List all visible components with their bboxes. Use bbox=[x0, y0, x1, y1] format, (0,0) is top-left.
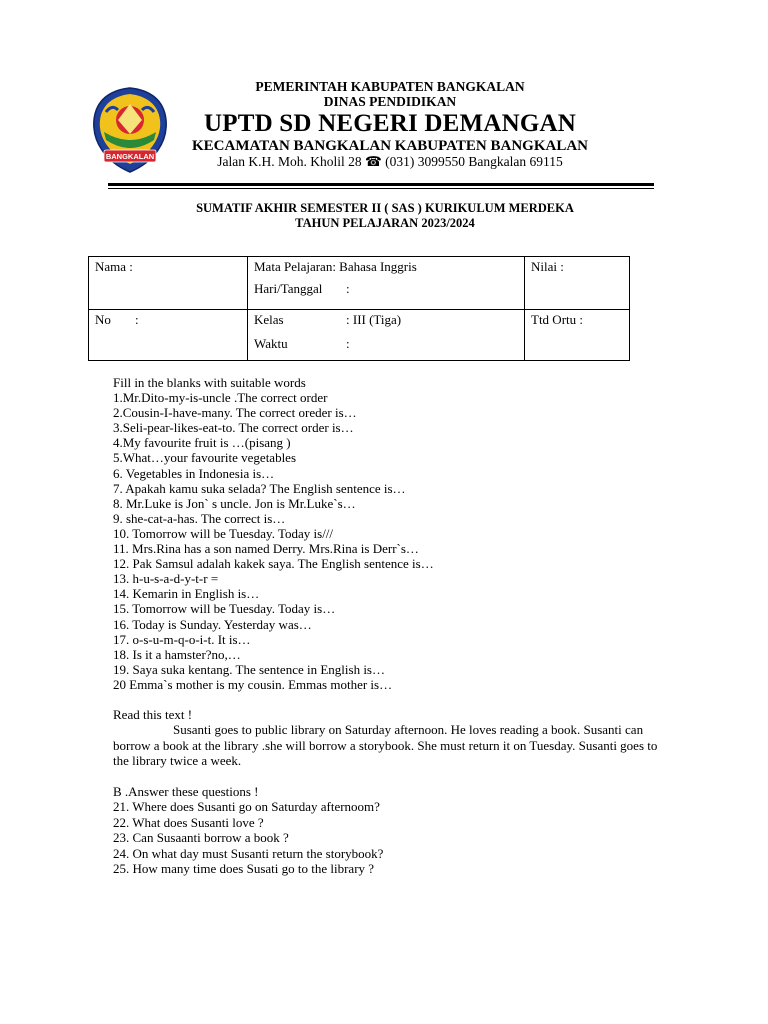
header-divider-thick bbox=[108, 183, 654, 186]
section-a-instruction: Fill in the blanks with suitable words bbox=[113, 375, 306, 390]
question-item: 12. Pak Samsul adalah kakek saya. The English sentence is… bbox=[113, 556, 434, 572]
question-item: 13. h-u-s-a-d-y-t-r = bbox=[113, 571, 219, 587]
no-cell[interactable] bbox=[89, 310, 248, 361]
parent-signature-label: Ttd Ortu : bbox=[531, 312, 583, 327]
question-item: 18. Is it a hamster?no,… bbox=[113, 646, 241, 662]
question-item: 15. Tomorrow will be Tuesday. Today is… bbox=[113, 601, 336, 617]
phone-icon: ☎ bbox=[364, 154, 382, 169]
reading-label: Read this text ! bbox=[113, 706, 193, 722]
section-b bbox=[113, 784, 673, 877]
question-item: 8. Mr.Luke is Jon` s uncle. Jon is Mr.Luke`s… bbox=[113, 495, 356, 511]
address-line bbox=[180, 154, 600, 170]
date-label: Hari/Tanggal bbox=[254, 281, 323, 296]
question-item: 4.My favourite fruit is …(pisang ) bbox=[113, 435, 291, 451]
subject-cell bbox=[248, 257, 525, 310]
nilai-label: Nilai : bbox=[531, 259, 564, 274]
question-item: 3.Seli-pear-likes-eat-to. The correct order is… bbox=[113, 420, 354, 436]
question-item: 7. Apakah kamu suka selada? The English sentence is… bbox=[113, 480, 406, 496]
nama-label: Nama : bbox=[95, 259, 133, 274]
question-item: 17. o-s-u-m-q-o-i-t. It is… bbox=[113, 631, 251, 647]
parent-signature-cell[interactable] bbox=[525, 310, 630, 361]
logo-text: BANGKALAN bbox=[105, 152, 155, 161]
time-row[interactable] bbox=[254, 336, 518, 351]
school-name: UPTD SD NEGERI DEMANGAN bbox=[204, 110, 576, 137]
no-label: No bbox=[95, 312, 111, 327]
student-info-table bbox=[88, 256, 630, 361]
header-line-1: PEMERINTAH KABUPATEN BANGKALAN bbox=[255, 79, 525, 94]
class-row bbox=[254, 312, 518, 336]
time-label: Waktu bbox=[254, 336, 288, 351]
question-item: 5.What…your favourite vegetables bbox=[113, 450, 297, 466]
class-label: Kelas bbox=[254, 312, 284, 327]
date-row[interactable] bbox=[254, 281, 518, 296]
question-item: 14. Kemarin in English is… bbox=[113, 586, 260, 602]
question-item: 24. On what day must Susanti return the storybook? bbox=[113, 845, 384, 861]
class-cell bbox=[248, 310, 525, 361]
question-item: 16. Today is Sunday. Yesterday was… bbox=[113, 616, 312, 632]
question-item: 25. How many time does Susati go to the library ? bbox=[113, 861, 375, 877]
exam-title: SUMATIF AKHIR SEMESTER II ( SAS ) KURIKULUM MERDEKA bbox=[196, 201, 574, 215]
no-value: : bbox=[135, 312, 139, 327]
question-item: 22. What does Susanti love ? bbox=[113, 814, 264, 830]
question-item: 10. Tomorrow will be Tuesday. Today is/// bbox=[113, 525, 334, 541]
reading-section bbox=[113, 707, 673, 769]
bangkalan-logo bbox=[92, 86, 168, 174]
question-item: 19. Saya suka kentang. The sentence in English is… bbox=[113, 661, 385, 677]
address-suffix: (031) 3099550 Bangkalan 69115 bbox=[381, 154, 563, 169]
subject-label: Mata Pelajaran: Bahasa Inggris bbox=[254, 259, 417, 274]
question-item: 23. Can Susaanti borrow a book ? bbox=[113, 830, 289, 846]
address-prefix: Jalan K.H. Moh. Kholil 28 bbox=[217, 154, 365, 169]
nama-cell[interactable] bbox=[89, 257, 248, 310]
header-divider-thin bbox=[108, 188, 654, 189]
exam-content bbox=[113, 375, 673, 877]
question-item: 11. Mrs.Rina has a son named Derry. Mrs.Rina is Derr`s… bbox=[113, 541, 419, 557]
reading-text: Susanti goes to public library on Saturday afternoon. He loves reading a book. Susanti can borrow a book at the library .she will borrow a storybook. She must return it on Tuesday. Susanti goes to the library twice a week. bbox=[113, 722, 658, 769]
exam-year: TAHUN PELAJARAN 2023/2024 bbox=[295, 216, 475, 230]
question-item: 6. Vegetables in Indonesia is… bbox=[113, 465, 275, 481]
header-line-2: DINAS PENDIDIKAN bbox=[323, 94, 457, 109]
nilai-cell[interactable] bbox=[525, 257, 630, 310]
question-item: 21. Where does Susanti go on Saturday afternoom? bbox=[113, 799, 380, 815]
question-item: 1.Mr.Dito-my-is-uncle .The correct order bbox=[113, 390, 328, 406]
class-value: : III (Tiga) bbox=[346, 312, 402, 327]
time-value: : bbox=[346, 336, 350, 351]
section-a-questions bbox=[113, 390, 673, 692]
question-item: 20 Emma`s mother is my cousin. Emmas mother is… bbox=[113, 676, 393, 692]
question-item: 9. she-cat-a-has. The correct is… bbox=[113, 510, 286, 526]
question-item: 2.Cousin-I-have-many. The correct oreder is… bbox=[113, 405, 357, 421]
section-b-instruction: B .Answer these questions ! bbox=[113, 783, 259, 799]
district-line: KECAMATAN BANGKALAN KABUPATEN BANGKALAN bbox=[192, 138, 588, 154]
date-value: : bbox=[346, 281, 350, 296]
